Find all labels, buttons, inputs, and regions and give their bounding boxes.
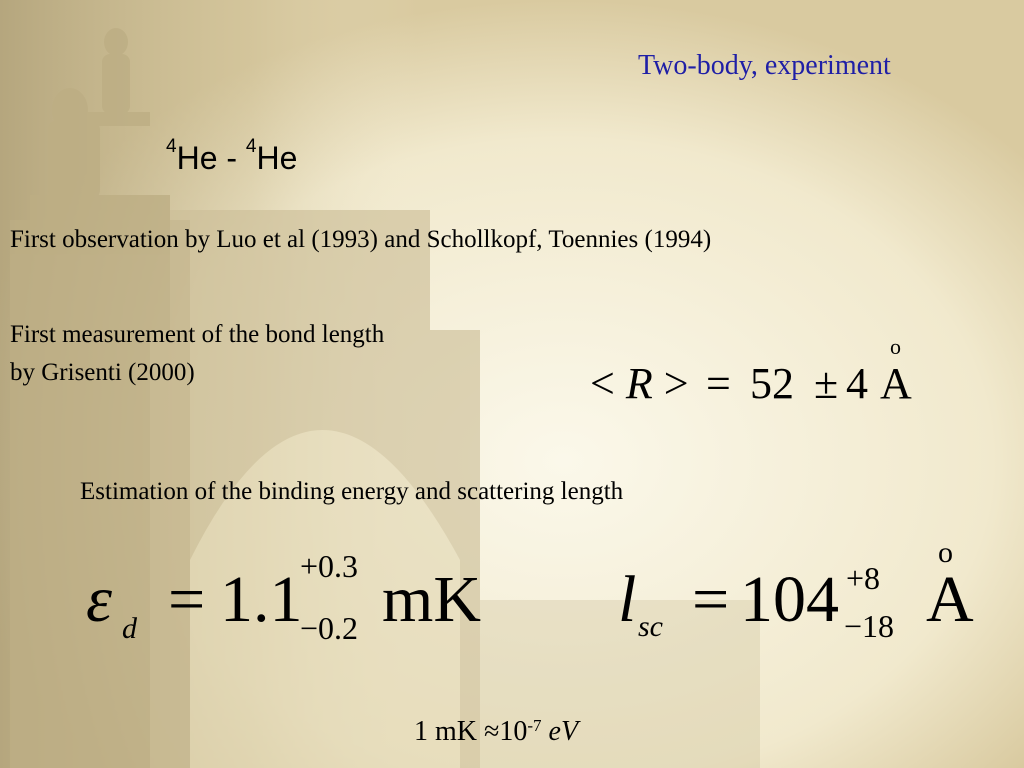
first-observation-text: First observation by Luo et al (1993) and Schollkopf, Toennies (1994) xyxy=(10,226,712,253)
scattering-length-upper-error: +8 xyxy=(846,560,881,596)
conversion-lhs-unit: mK xyxy=(435,716,477,747)
element-left: He xyxy=(176,140,218,176)
conversion-formula xyxy=(414,716,578,748)
binding-energy-unit: mK xyxy=(382,563,481,636)
slide-title: Two-body, experiment xyxy=(638,50,891,81)
bond-length-formula xyxy=(590,334,930,420)
binding-energy-value: 1.1 xyxy=(220,563,303,636)
binding-energy-lower-error: −0.2 xyxy=(300,610,359,646)
epsilon-symbol: ε xyxy=(86,563,113,636)
conversion-rhs-unit: eV xyxy=(548,716,579,747)
estimation-text: Estimation of the binding energy and scattering length xyxy=(80,478,624,505)
bond-length-value: 52 xyxy=(750,359,794,408)
first-measurement-text xyxy=(10,316,384,392)
l-symbol: l xyxy=(618,563,637,636)
conversion-exponent: -7 xyxy=(527,716,542,735)
scattering-length-lower-error: −18 xyxy=(844,608,895,644)
angstrom-unit: A xyxy=(880,359,912,408)
angstrom-ring: o xyxy=(890,334,901,359)
mass-number-right: 4 xyxy=(245,136,257,157)
binding-energy-upper-error: +0.3 xyxy=(300,548,359,584)
angstrom-ring-2: o xyxy=(938,536,953,569)
equals-sign-3: = xyxy=(692,563,730,636)
first-measurement-line2: by Grisenti (2000) xyxy=(10,359,195,386)
plus-minus-sign: ± xyxy=(814,359,839,408)
mass-number-left: 4 xyxy=(166,136,177,157)
approx-sign: ≈ xyxy=(484,716,500,747)
scattering-length-value: 104 xyxy=(740,563,839,636)
binding-energy-formula xyxy=(86,548,506,658)
first-measurement-line1: First measurement of the bond length xyxy=(10,321,385,348)
element-right: He xyxy=(256,140,298,176)
equals-sign: = xyxy=(706,359,731,408)
conversion-base: 10 xyxy=(499,716,528,747)
bond-length-error: 4 xyxy=(846,359,868,408)
equals-sign-2: = xyxy=(168,563,206,636)
scattering-length-formula xyxy=(610,536,980,660)
epsilon-subscript: d xyxy=(122,612,137,645)
l-subscript: sc xyxy=(638,610,663,643)
mean-r-symbol: < R > xyxy=(590,359,689,408)
heading-separator: - xyxy=(217,140,246,176)
conversion-number: 1 xyxy=(414,716,428,747)
angstrom-unit-2: A xyxy=(926,563,974,636)
helium-heading xyxy=(166,136,298,177)
